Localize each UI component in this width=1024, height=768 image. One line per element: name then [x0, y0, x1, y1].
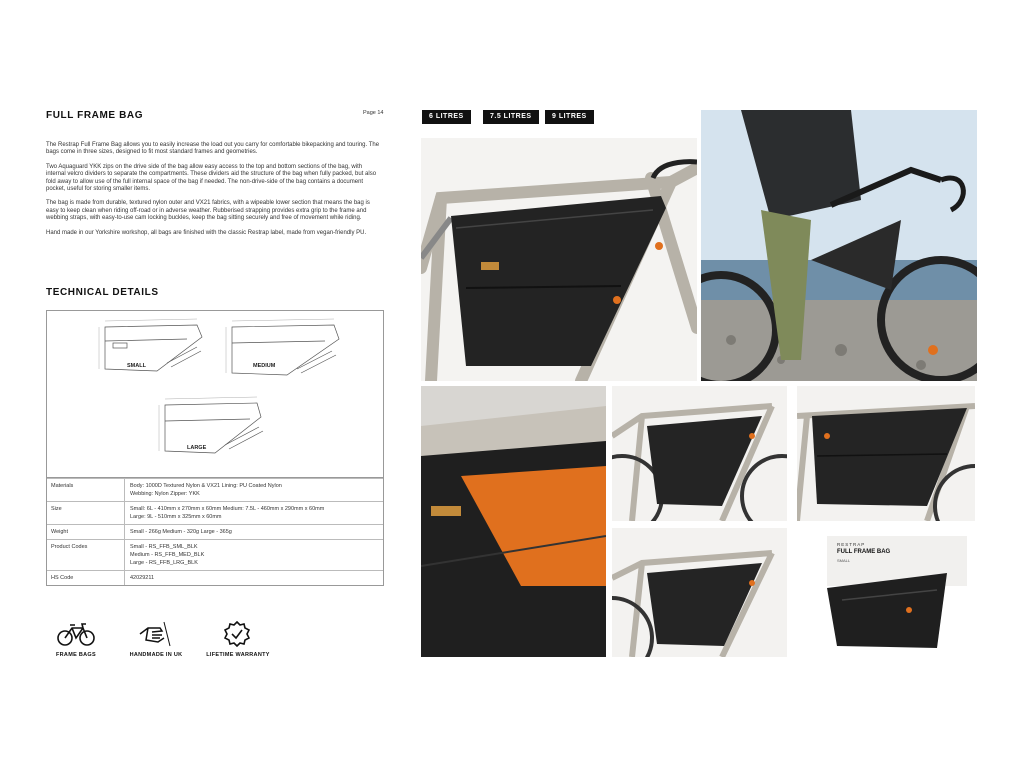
table-row	[47, 570, 383, 585]
photo-bag-side-c	[612, 528, 787, 657]
photo-packaging	[797, 528, 975, 657]
page-number: Page 14	[363, 110, 384, 116]
intro-paragraph: Hand made in our Yorkshire workshop, all bags are finished with the classic Restrap label, made from vegan-friendly PU.	[46, 229, 367, 236]
row-value	[125, 525, 383, 539]
check-badge-icon	[224, 621, 250, 652]
row-value-line: Small: 6L - 410mm x 270mm x 60mm Medium: 7.5L - 460mm x 290mm x 60mm	[130, 506, 325, 512]
packaging-size: SMALL	[837, 558, 851, 563]
page-title: FULL FRAME BAG	[46, 110, 144, 121]
row-key: Materials	[47, 479, 125, 501]
intro-paragraph: The bag is made from durable, textured nylon outer and VX21 fabrics, with a wipeable lower section that means the bag is easy to keep clean when riding off-road or in adverse weather. Rubberised strapping provides extra grip to the frame and webbing straps, with easy-to-use cam locking buckles, keep the bag sitting securely and free of movement while riding.	[46, 200, 370, 222]
intro-paragraph: Two Aquaguard YKK zips on the drive side of the bag allow easy access to the top and bottom sections of the bag, with internal velcro dividers to separate the compartments. These dividers aid the structure of the bag when fully packed, but also fold away to allow use of the full internal space of the bag if needed. The non-drive-side of the bag contains a document pocket, useful for storing smaller items.	[46, 163, 377, 193]
row-value-line: Medium - RS_FFB_MED_BLK	[130, 552, 205, 558]
table-row	[47, 524, 383, 539]
size-diagram-drawing	[47, 311, 383, 477]
technical-table	[46, 310, 384, 586]
row-value-line: Large: 9L - 510mm x 325mm x 60mm	[130, 514, 222, 520]
table-row	[47, 501, 383, 524]
technical-heading: TECHNICAL DETAILS	[46, 287, 159, 298]
row-key: Weight	[47, 525, 125, 539]
intro-text	[46, 142, 382, 237]
row-value	[125, 571, 383, 585]
size-tag-7-5l: 7.5 LITRES	[483, 110, 539, 124]
row-value-line: Small - RS_FFB_SML_BLK	[130, 544, 198, 550]
packaging-title: FULL FRAME BAG	[837, 549, 891, 555]
size-tag-6l: 6 LITRES	[422, 110, 471, 124]
row-value-line: Webbing: Nylon Zipper: YKK	[130, 491, 200, 497]
row-key: HS Code	[47, 571, 125, 585]
photo-bag-on-frame	[421, 138, 697, 381]
size-diagram	[47, 311, 383, 478]
feature-label: HANDMADE IN UK	[129, 652, 183, 658]
row-value-line: 42029211	[130, 575, 155, 581]
intro-paragraph: The Restrap Full Frame Bag allows you to easily increase the load out you carry for comfortable bikepacking and touring. The bags come in three sizes, designed to fit most standard frames and geometries.	[46, 142, 380, 156]
row-value-line: Small - 266g Medium - 320g Large - 365g	[130, 529, 232, 535]
row-value	[125, 502, 383, 524]
row-key: Product Codes	[47, 540, 125, 570]
row-value	[125, 479, 383, 501]
table-row	[47, 478, 383, 501]
row-value	[125, 540, 383, 570]
feature-label: LIFETIME WARRANTY	[206, 652, 270, 658]
photo-bag-side-a	[612, 386, 787, 521]
bicycle-icon	[57, 622, 95, 651]
photo-rider-beach	[701, 110, 977, 381]
hand-needle-icon	[138, 620, 172, 653]
diagram-label-small: SMALL	[127, 363, 146, 369]
diagram-label-medium: MEDIUM	[253, 363, 276, 369]
row-value-line: Body: 1000D Textured Nylon & VX21 Lining: PU Coated Nylon	[130, 483, 282, 489]
packaging-brand: RESTRAP	[837, 542, 866, 547]
size-tag-9l: 9 LITRES	[545, 110, 594, 124]
table-row	[47, 539, 383, 570]
photo-bag-side-b	[797, 386, 975, 521]
diagram-label-large: LARGE	[187, 445, 207, 451]
row-key: Size	[47, 502, 125, 524]
row-value-line: Large - RS_FFB_LRG_BLK	[130, 560, 198, 566]
photo-bag-interior	[421, 386, 606, 657]
feature-label: FRAME BAGS	[56, 652, 96, 658]
